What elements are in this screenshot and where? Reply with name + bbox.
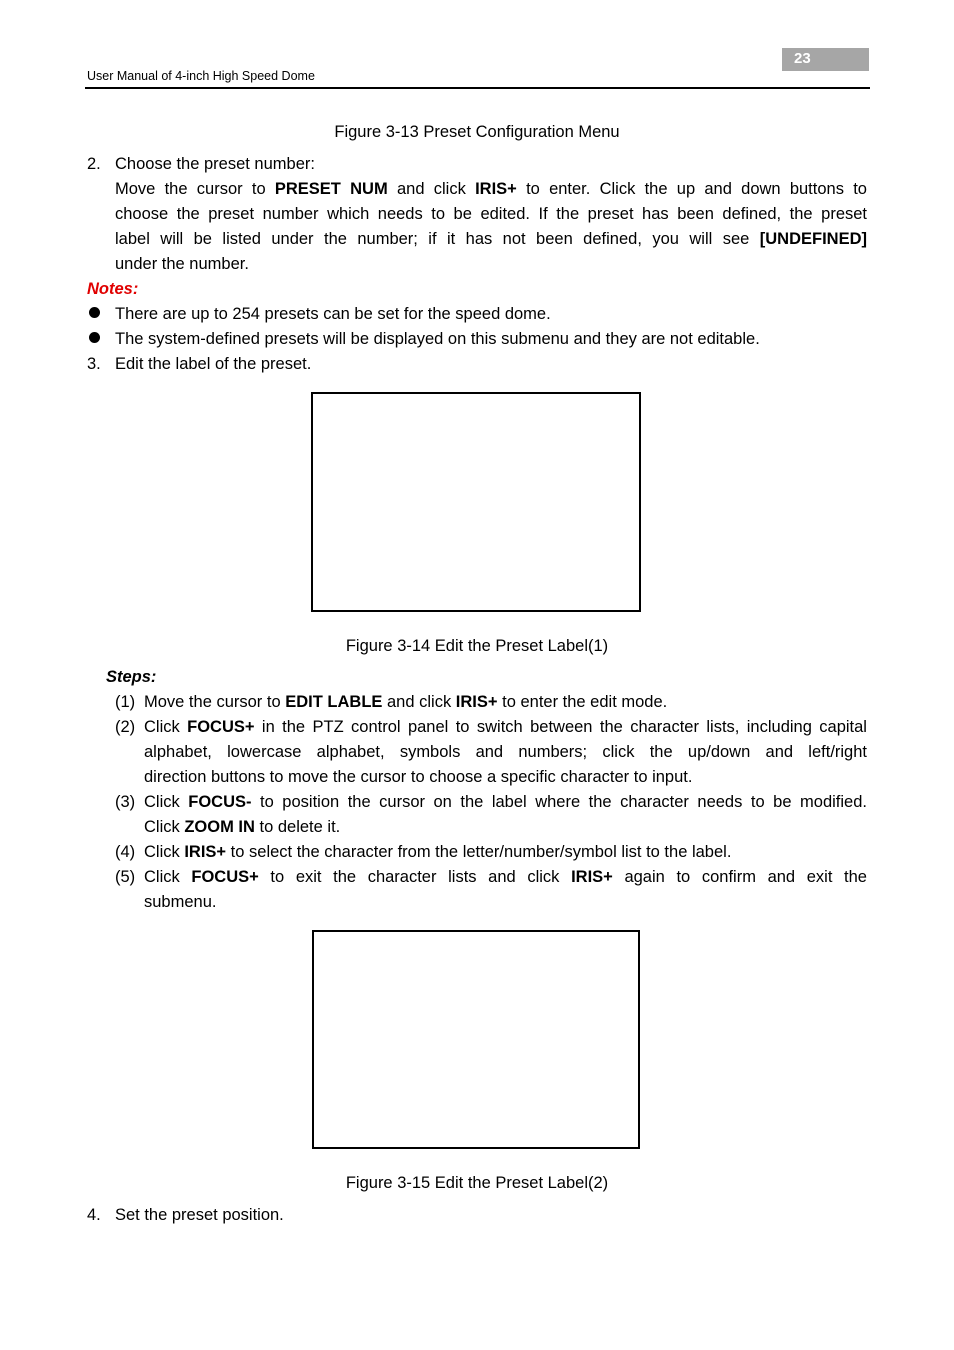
substep-1-text: Move the cursor to EDIT LABLE and click IRIS+ to enter the edit mode. bbox=[144, 693, 668, 711]
bullet-icon bbox=[89, 332, 100, 343]
header-rule bbox=[85, 87, 870, 89]
header-title: User Manual of 4-inch High Speed Dome bbox=[87, 69, 315, 83]
substep-4-text: Click IRIS+ to select the character from the letter/number/symbol list to the label. bbox=[144, 843, 732, 861]
substep-5-number: (5) bbox=[115, 868, 136, 886]
step-4-number: 4. bbox=[87, 1206, 101, 1224]
substep-3-line-2: Click ZOOM IN to delete it. bbox=[144, 818, 341, 836]
step-3-text: Edit the label of the preset. bbox=[115, 355, 312, 373]
step-3-number: 3. bbox=[87, 355, 101, 373]
step-4-text: Set the preset position. bbox=[115, 1206, 284, 1224]
substep-2-number: (2) bbox=[115, 718, 136, 736]
figure-3-13-caption: Figure 3-13 Preset Configuration Menu bbox=[334, 123, 620, 141]
figure-3-15-image bbox=[312, 930, 640, 1149]
notes-label: Notes: bbox=[87, 280, 139, 298]
step-2-line-2: choose the preset number which needs to be edited. If the preset has been defined, the preset bbox=[115, 205, 867, 223]
substep-5-line-1: Click FOCUS+ to exit the character lists and click IRIS+ again to confirm and exit the bbox=[144, 868, 867, 886]
substep-2-line-2: alphabet, lowercase alphabet, symbols and numbers; click the up/down and left/right bbox=[144, 743, 867, 761]
note-item-1: There are up to 254 presets can be set for the speed dome. bbox=[115, 305, 551, 323]
substep-3-number: (3) bbox=[115, 793, 136, 811]
step-2-number: 2. bbox=[87, 155, 101, 173]
step-2-line-1: Move the cursor to PRESET NUM and click IRIS+ to enter. Click the up and down buttons to bbox=[115, 180, 867, 198]
page-number: 23 bbox=[794, 50, 811, 67]
bullet-icon bbox=[89, 307, 100, 318]
page-number-badge bbox=[782, 48, 869, 71]
figure-3-14-caption: Figure 3-14 Edit the Preset Label(1) bbox=[345, 637, 609, 655]
substep-4-number: (4) bbox=[115, 843, 136, 861]
substep-5-line-2: submenu. bbox=[144, 893, 217, 911]
steps-label: Steps: bbox=[106, 668, 157, 686]
figure-3-14-image bbox=[311, 392, 641, 612]
figure-3-15-caption: Figure 3-15 Edit the Preset Label(2) bbox=[345, 1174, 609, 1192]
substep-2-line-3: direction buttons to move the cursor to choose a specific character to input. bbox=[144, 768, 693, 786]
substep-2-line-1: Click FOCUS+ in the PTZ control panel to switch between the character lists, including capital bbox=[144, 718, 867, 736]
substep-3-line-1: Click FOCUS- to position the cursor on the label where the character needs to be modified. bbox=[144, 793, 867, 811]
substep-1-number: (1) bbox=[115, 693, 136, 711]
step-2-line-3: label will be listed under the number; if it has not been defined, you will see [UNDEFINED] bbox=[115, 230, 867, 248]
step-2-line-4: under the number. bbox=[115, 255, 249, 273]
step-2-title: Choose the preset number: bbox=[115, 155, 315, 173]
note-item-2: The system-defined presets will be displayed on this submenu and they are not editable. bbox=[115, 330, 760, 348]
